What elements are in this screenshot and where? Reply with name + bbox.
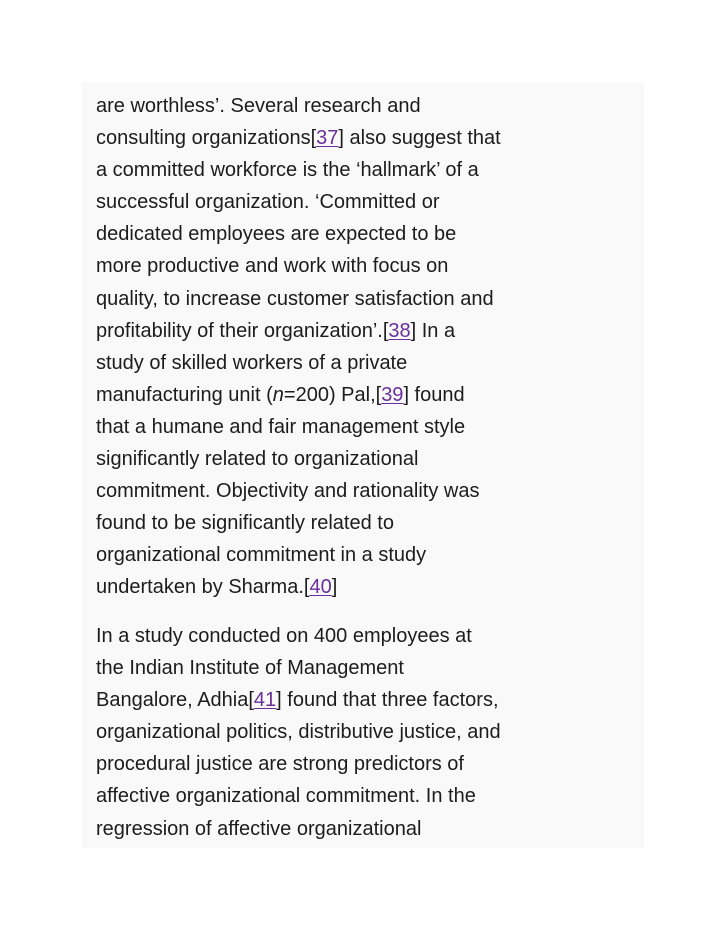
text-line [96,411,641,443]
text-span: that a humane and fair management style [96,415,466,438]
text-span: In a study conducted on 400 employees at [96,625,472,647]
text-line [96,379,641,411]
text-line [96,684,641,716]
text-span: regression of affective organizational [96,817,422,840]
text-line [96,571,641,603]
text-span: study of skilled workers of a private [96,351,408,374]
text-span: ] In a [410,319,456,342]
text-span: =200) Pal,[ [283,383,382,406]
text-span: found to be significantly related to [96,512,394,535]
text-line [96,186,641,218]
citation-link-41[interactable]: 41 [253,689,277,712]
text-line [96,122,641,154]
text-span: are worthless’. Several research and [96,95,421,117]
text-line [96,620,641,652]
text-span: commitment. Objectivity and rationality was [96,480,480,503]
text-span: ] [331,576,338,599]
citation-link-40[interactable]: 40 [309,576,332,599]
document-page [82,82,644,848]
text-line [96,347,641,379]
text-line [96,780,641,812]
text-span: the Indian Institute of Management [96,657,404,680]
text-span: a committed workforce is the ‘hallmark’ of a [96,159,479,182]
citation-link-37[interactable]: 37 [316,127,339,150]
text-span: significantly related to organizational [96,448,419,471]
citation-link-38[interactable]: 38 [388,319,411,342]
text-line [96,443,641,475]
text-span: ] also suggest that [338,127,501,150]
text-line [96,283,641,315]
text-line [96,90,641,122]
text-line [96,652,641,684]
text-span: quality, to increase customer satisfaction and [96,287,494,310]
text-span: consulting organizations[ [96,127,317,150]
text-span: organizational politics, distributive justice, and [96,721,501,744]
paragraph-1 [96,90,641,604]
text-line [96,154,641,186]
text-span: procedural justice are strong predictors of [96,753,464,776]
paragraph-2 [96,620,641,845]
text-span: ] found that three factors, [276,689,499,712]
text-span: Bangalore, Adhia[ [96,689,254,712]
text-line [96,475,641,507]
citation-link-39[interactable]: 39 [381,383,404,406]
italic-n: n [272,383,284,406]
text-span: dedicated employees are expected to be [96,223,457,246]
text-span: profitability of their organization’.[ [96,319,389,342]
text-span: undertaken by Sharma.[ [96,576,310,599]
text-span: manufacturing unit ( [96,383,273,406]
text-line [96,539,641,571]
text-span: ] found [403,383,465,406]
text-span: affective organizational commitment. In the [96,785,476,808]
text-line [96,315,641,347]
text-line [96,716,641,748]
text-span: successful organization. ‘Committed or [96,191,440,214]
text-span: more productive and work with focus on [96,255,449,278]
text-line [96,507,641,539]
text-line [96,748,641,780]
text-line [96,250,641,282]
text-span: organizational commitment in a study [96,544,427,567]
text-line [96,218,641,250]
text-line [96,813,641,845]
